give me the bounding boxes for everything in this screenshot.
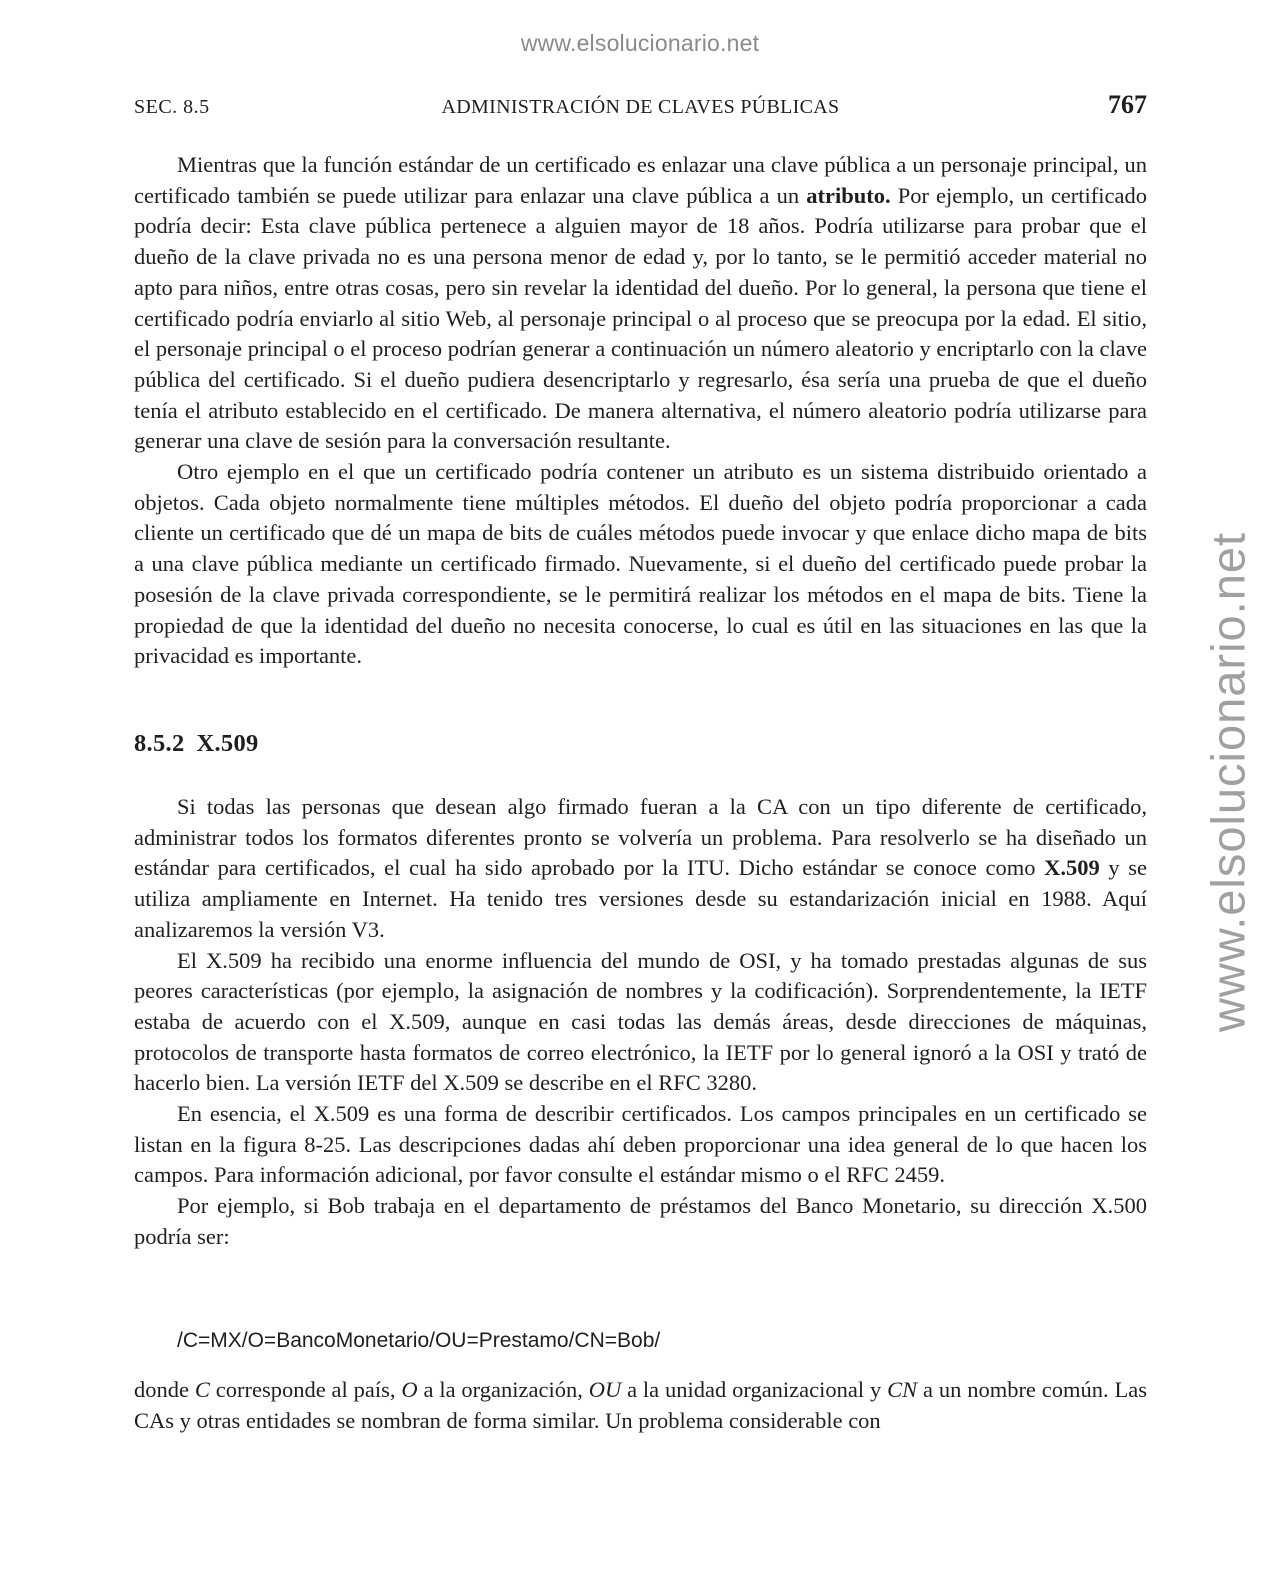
section-heading [134,730,259,758]
watermark-side: www.elsolucionario.net [1201,531,1255,1033]
section-number: 8.5.2 [134,730,185,757]
term-atributo: atributo. [806,182,891,208]
paragraph-x509-intro: Si todas las personas que desean algo firmado fueran a la CA con un tipo diferente de certificado, administrar todos los formatos diferentes pronto se volvería un problema. Para resolverlo se ha diseñado un estándar para certificados, el cual ha sido aprobado por la ITU. Dicho estándar se conoce como X.509 y se utiliza ampliamente en Internet. Ha tenido tres versiones desde su estandarización inicial en 1988. Aquí analizaremos la versión V3. [134,794,1147,942]
body-text-block-3 [134,1375,1147,1436]
running-head [134,90,1147,126]
paragraph-atributo: Mientras que la función estándar de un certificado es enlazar una clave pública a un personaje principal, un certificado también se puede utilizar para enlazar una clave pública a un atributo. Por ejemplo, un certificado podría decir: Esta clave pública pertenece a alguien mayor de 18 años. Podría utilizarse para probar que el dueño de la clave privada no es una persona menor de edad y, por lo tanto, se le permitió acceder material no apto para niños, entre otras cosas, pero sin revelar la identidad del dueño. Por lo general, la persona que tiene el certificado podría enviarlo al sitio Web, al personaje principal o al proceso que se preocupa por la edad. El sitio, el personaje principal o el proceso podrían generar a continuación un número aleatorio y encriptarlo con la clave pública del certificado. Si el dueño pudiera desencriptarlo y regresarlo, ésa sería una prueba de que el dueño tenía el atributo establecido en el certificado. De manera alternativa, el número aleatorio podría utilizarse para generar una clave de sesión para la conversación resultante. [134,152,1148,454]
body-text-block-2 [134,792,1147,1253]
x500-address-example: /C=MX/O=BancoMonetario/OU=Prestamo/CN=Bob/ [177,1329,661,1352]
body-text-block-1 [134,150,1147,672]
term-x509: X.509 [1044,855,1100,881]
section-title: X.509 [196,730,259,757]
paragraph-donde: donde C corresponde al país, O a la organización, OU a la unidad organizacional y CN a un nombre común. Las CAs y otras entidades se nombran de forma similar. Un problema considerable con [134,1377,1147,1433]
section-label: SEC. 8.5 [134,96,210,118]
paragraph-ejemplo: Por ejemplo, si Bob trabaja en el departamento de préstamos del Banco Monetario, su dirección X.500 podría ser: [134,1193,1147,1249]
paragraph-esencia: En esencia, el X.509 es una forma de describir certificados. Los campos principales en un certificado se listan en la figura 8-25. Las descripciones dadas ahí deben proporcionar una idea general de lo que hacen los campos. Para información adicional, por favor consulte el estándar mismo o el RFC 2459. [134,1101,1147,1188]
page-number: 767 [1108,90,1147,119]
watermark-top: www.elsolucionario.net [520,30,760,56]
paragraph-osi: El X.509 ha recibido una enorme influencia del mundo de OSI, y ha tomado prestadas algunas de sus peores características (por ejemplo, la asignación de nombres y la codificación). Sorprendentemente, la IETF estaba de acuerdo con el X.509, aunque en casi todas las demás áreas, desde direcciones de máquinas, protocolos de transporte hasta formatos de correo electrónico, la IETF por lo general ignoró a la OSI y trató de hacerlo bien. La versión IETF del X.509 se describe en el RFC 3280. [134,947,1147,1096]
paragraph-objetos: Otro ejemplo en el que un certificado podría contener un atributo es un sistema distribuido orientado a objetos. Cada objeto normalmente tiene múltiples métodos. El dueño del objeto podría proporcionar a cada cliente un certificado que dé un mapa de bits de cuáles métodos puede invocar y que enlace dicho mapa de bits a una clave pública mediante un certificado firmado. Nuevamente, si el dueño del certificado puede probar la posesión de la clave privada correspondiente, se le permitirá realizar los métodos en el mapa de bits. Tiene la propiedad de que la identidad del dueño no necesita conocerse, lo cual es útil en las situaciones en las que la privacidad es importante. [134,459,1147,669]
chapter-title: ADMINISTRACIÓN DE CLAVES PÚBLICAS [441,96,840,118]
